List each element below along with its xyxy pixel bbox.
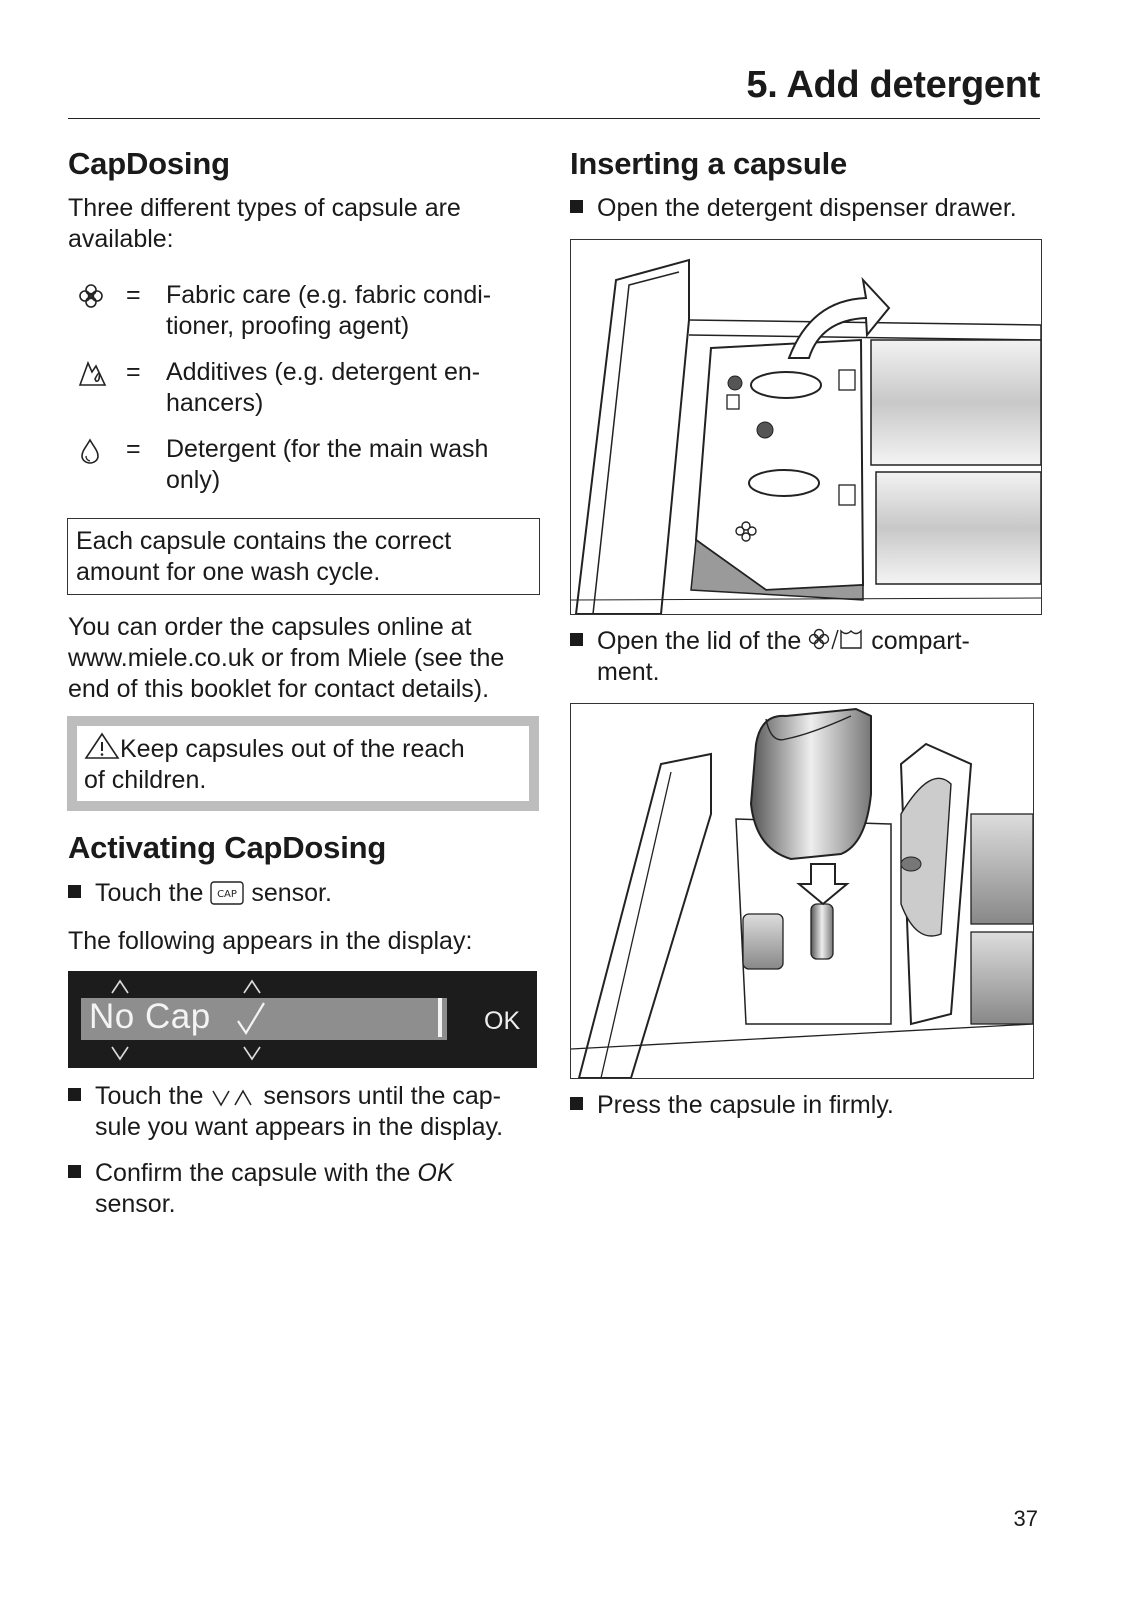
machine-display — [68, 971, 537, 1068]
activating-step1 — [68, 878, 538, 909]
up-arrow-icon — [112, 981, 128, 993]
legend-additives-line2: hancers) — [166, 389, 264, 417]
capdosing-intro: Three different types of capsule are available: — [68, 194, 461, 253]
activating-heading: Activating CapDosing — [68, 830, 387, 865]
bullet — [570, 200, 583, 213]
header-rule — [68, 118, 1040, 119]
capdosing-heading: CapDosing — [68, 146, 230, 181]
display-scroll-indicator — [438, 1001, 442, 1037]
drawer-illustration — [570, 239, 1042, 615]
legend-detergent-line2: only) — [166, 466, 221, 494]
order-line1: You can order the capsules online at — [68, 613, 472, 641]
legend-row-fabric-care — [78, 280, 538, 342]
fabric-care-icon — [78, 283, 104, 309]
warning-triangle-icon — [84, 732, 120, 760]
down-up-sensors-icon — [210, 1086, 256, 1108]
warning-line2: of children. — [84, 766, 207, 794]
bullet — [68, 1165, 81, 1178]
legend-equals: = — [126, 435, 141, 463]
display-up-arrows — [108, 975, 308, 997]
down-arrow-icon — [244, 1047, 260, 1059]
inserting-heading: Inserting a capsule — [570, 146, 848, 181]
order-line3: end of this booklet for contact details). — [68, 675, 490, 703]
bullet — [570, 633, 583, 646]
checkmark-icon — [236, 999, 268, 1039]
info-box-line2: amount for one wash cycle. — [76, 558, 381, 586]
fabric-care-additives-icon — [808, 627, 864, 653]
activating-step3 — [68, 1158, 538, 1220]
step2-pre: Touch the — [95, 1082, 204, 1110]
step2-post: sensors until the cap- — [263, 1082, 501, 1110]
inserting-step2-pre: Open the lid of the — [597, 627, 802, 655]
down-arrow-icon — [112, 1047, 128, 1059]
step2-line2: sule you want appears in the display. — [95, 1113, 504, 1141]
chapter-title: 5. Add detergent — [746, 64, 1040, 106]
inserting-step2-post: compart- — [871, 627, 970, 655]
display-scroll-dot — [438, 998, 442, 1003]
display-capsule-text: No Cap — [89, 997, 211, 1036]
additives-icon — [78, 360, 108, 388]
capsule-legend — [78, 280, 538, 496]
inserting-step1 — [570, 193, 1050, 224]
bullet — [570, 1097, 583, 1110]
svg-text:CAP: CAP — [217, 889, 238, 900]
activating-step2 — [68, 1081, 538, 1143]
bullet — [68, 885, 81, 898]
info-box-line1: Each capsule contains the correct — [76, 527, 452, 555]
step3-ok: OK — [417, 1159, 454, 1187]
capsule-info-box — [67, 518, 540, 595]
step1-post: sensor. — [251, 879, 332, 907]
warning-line1: Keep capsules out of the reach — [120, 735, 465, 763]
inserting-step3-text: Press the capsule in firmly. — [597, 1091, 894, 1119]
inserting-step2-line2: ment. — [597, 658, 660, 686]
display-down-arrows — [108, 1043, 308, 1065]
legend-equals: = — [126, 358, 141, 386]
step1-pre: Touch the — [95, 879, 204, 907]
cap-sensor-icon — [210, 881, 244, 905]
bullet — [68, 1088, 81, 1101]
inserting-step2 — [570, 626, 1050, 688]
display-intro: The following appears in the display: — [68, 927, 473, 955]
step3-line2: sensor. — [95, 1190, 176, 1218]
legend-detergent-line1: Detergent (for the main wash — [166, 435, 489, 463]
up-arrow-icon — [244, 981, 260, 993]
legend-row-detergent — [78, 434, 538, 496]
legend-fabric-care-line1: Fabric care (e.g. fabric condi- — [166, 281, 492, 309]
detergent-drop-icon — [78, 437, 102, 465]
legend-equals: = — [126, 281, 141, 309]
legend-fabric-care-line2: tioner, proofing agent) — [166, 312, 410, 340]
display-ok-label: OK — [484, 1007, 521, 1035]
step3-pre: Confirm the capsule with the — [95, 1159, 411, 1187]
order-line2: www.miele.co.uk or from Miele (see the — [68, 644, 505, 672]
inserting-step1-text: Open the detergent dispenser drawer. — [597, 194, 1017, 222]
legend-row-additives — [78, 357, 538, 419]
legend-additives-line1: Additives (e.g. detergent en- — [166, 358, 481, 386]
order-info — [68, 612, 538, 705]
warning-box — [67, 716, 539, 811]
inserting-step3 — [570, 1090, 1050, 1121]
capsule-insert-illustration — [570, 703, 1034, 1079]
page-number: 37 — [1013, 1506, 1038, 1531]
